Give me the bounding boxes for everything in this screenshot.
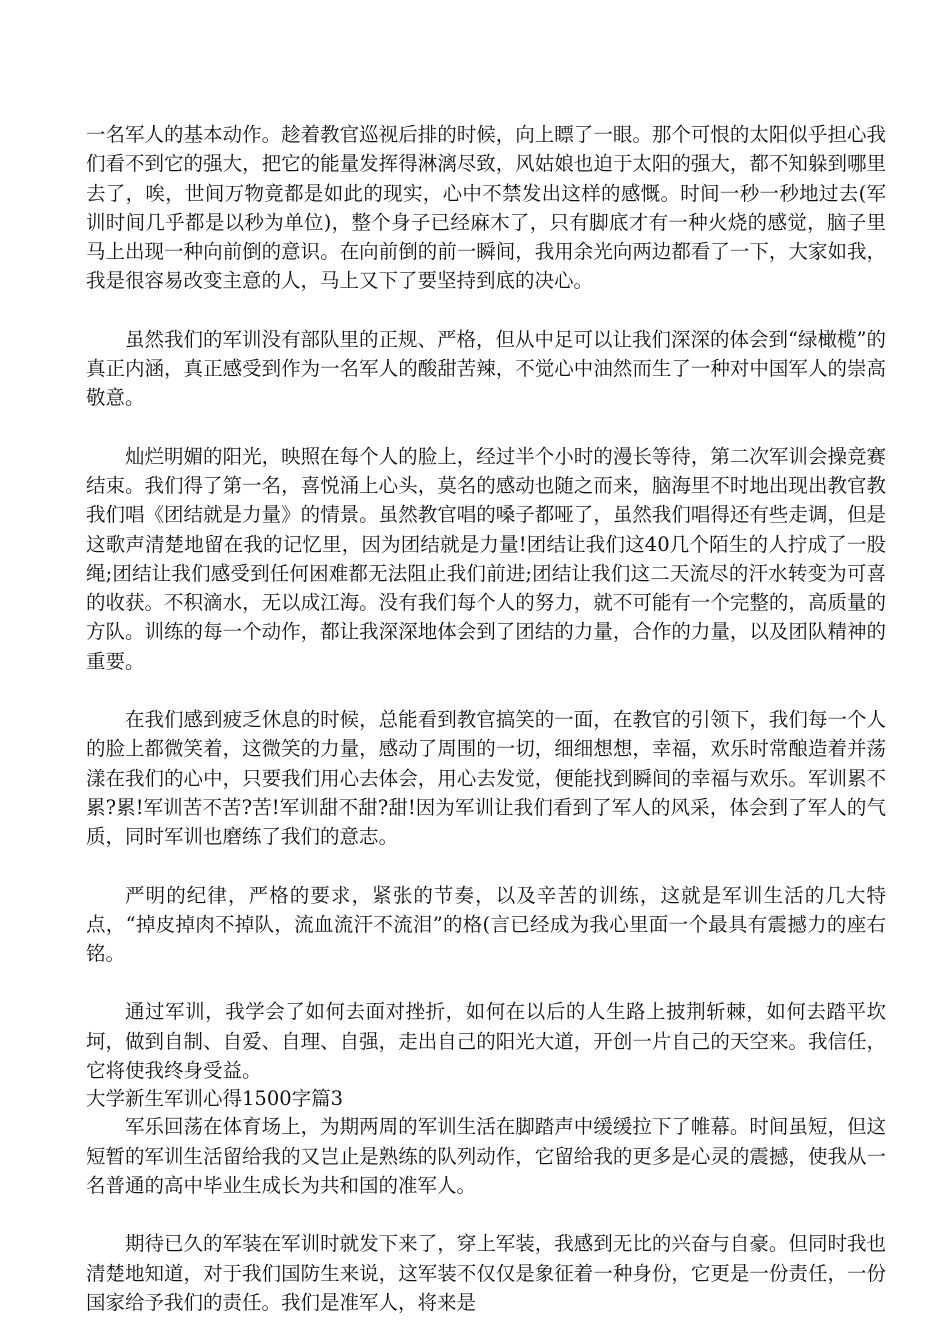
paragraph-8: 期待已久的军装在军训时就发下来了，穿上军装，我感到无比的兴奋与自豪。但同时我也清楚地知道，对于我们国防生来说，这军装不仅仅是象征着一种身份，它更是一份责任，一份国家给予我们的责任。我们是准军人，将来是 bbox=[86, 1232, 886, 1314]
paragraph-gap bbox=[86, 413, 886, 442]
paragraph-1: 一名军人的基本动作。趁着教官巡视后排的时候，向上瞟了一眼。那个可恨的太阳似乎担心我们看不到它的强大，把它的能量发挥得淋漓尽致，风姑娘也迫于太阳的强大，都不知躲到哪里去了，唉，世间万物竟都是如此的现实，心中不禁发出这样的感慨。时间一秒一秒地过去(军训时间几乎都是以秒为单位)，整个身子已经麻木了，只有脚底才有一种火烧的感觉，脑子里马上出现一种向前倒的意识。在向前倒的前一瞬间，我用余光向两边都看了一下，大家如我，我是很容易改变主意的人，马上又下了要坚持到底的决心。 bbox=[86, 123, 886, 293]
paragraph-5: 严明的纪律，严格的要求，紧张的节奏，以及辛苦的训练，这就是军训生活的几大特点，“掉皮掉肉不掉队，流血流汗不流泪”的格(言已经成为我心里面一个最具有震撼力的座右铭。 bbox=[86, 883, 886, 966]
paragraph-gap bbox=[86, 1200, 886, 1229]
paragraph-6: 通过军训，我学会了如何去面对挫折，如何在以后的人生路上披荆斩棘，如何去踏平坎坷，做到自制、自爱、自理、自强，走出自己的阳光大道，开创一片自己的天空来。我信任，它将使我终身受益。 bbox=[86, 1000, 886, 1083]
paragraph-7: 军乐回荡在体育场上，为期两周的军训生活在脚踏声中缓缓拉下了帷幕。时间虽短，但这短暂的军训生活留给我的又岂止是熟练的队列动作，它留给我的更多是心灵的震撼，使我从一名普通的高中毕业生成长为共和国的准军人。 bbox=[86, 1115, 886, 1197]
paragraph-gap bbox=[86, 852, 886, 881]
paragraph-gap bbox=[86, 968, 886, 997]
paragraph-gap bbox=[86, 676, 886, 705]
paragraph-3: 灿烂明媚的阳光，映照在每个人的脸上，经过半个小时的漫长等待，第二次军训会操竞赛结束。我们得了第一名，喜悦涌上心头，莫名的感动也随之而来，脑海里不时地出现出教官教我们唱《团结就是力量》的情景。虽然教官唱的嗓子都哑了，虽然我们唱得还有些走调，但是这歌声清楚地留在我的记忆里，因为团结就是力量!团结让我们这40几个陌生的人拧成了一股绳;团结让我们感受到任何困难都无法阻止我们前进;团结让我们这二天流尽的汗水转变为可喜的收获。不积滴水，无以成江海。没有我们每个人的努力，就不可能有一个完整的，高质量的方队。训练的每一个动作，都让我深深地体会到了团结的力量，合作的力量，以及团队精神的重要。 bbox=[86, 444, 886, 673]
paragraph-4: 在我们感到疲乏休息的时候，总能看到教官搞笑的一面，在教官的引领下，我们每一个人的脸上都微笑着，这微笑的力量，感动了周围的一切，细细想想，幸福，欢乐时常酿造着并荡漾在我们的心中，只要我们用心去体会，用心去发觉，便能找到瞬间的幸福与欢乐。军训累不累?累!军训苦不苦?苦!军训甜不甜?甜!因为军训让我们看到了军人的风采，体会到了军人的气质，同时军训也磨练了我们的意志。 bbox=[86, 708, 886, 849]
paragraph-gap bbox=[86, 296, 886, 325]
document-body bbox=[86, 120, 886, 1317]
paragraph-2: 虽然我们的军训没有部队里的正规、严格，但从中足可以让我们深深的体会到“绿橄榄”的真正内涵，真正感受到作为一名军人的酸甜苦辣，不觉心中油然而生了一种对中国军人的崇高敬意。 bbox=[86, 327, 886, 410]
section-heading: 大学新生军训心得1500字篇3 bbox=[86, 1087, 344, 1111]
